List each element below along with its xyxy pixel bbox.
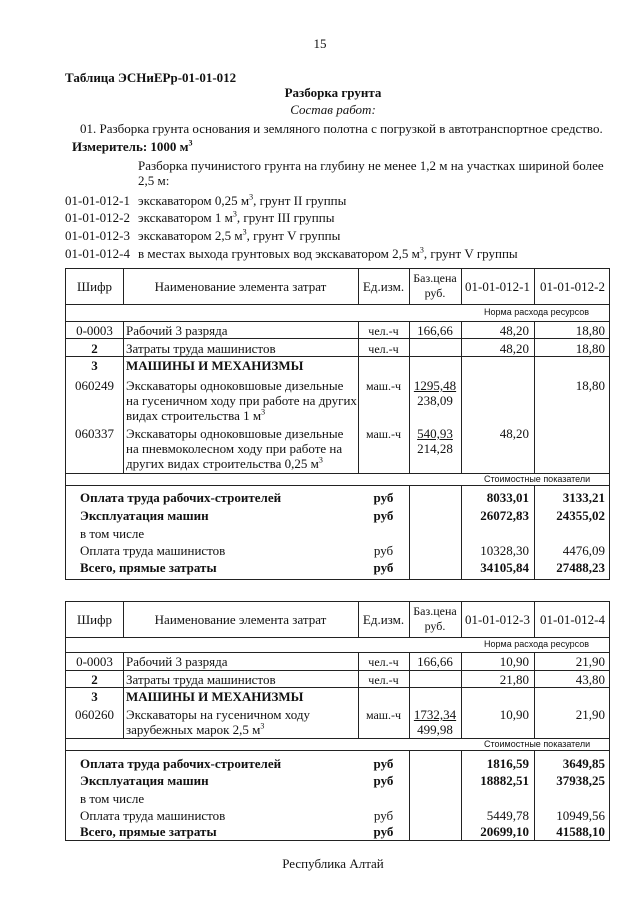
- header-name: Наименование элемента затрат: [154, 279, 327, 294]
- summary-unit: руб: [373, 560, 394, 575]
- summary-value-2: 41588,10: [556, 824, 605, 839]
- summary-name: Оплата труда машинистов: [80, 543, 226, 558]
- row-price: 166,66: [417, 323, 453, 338]
- intro-line-2: 2,5 м:: [138, 173, 170, 188]
- row-code: 3: [91, 358, 98, 373]
- row-unit: чел.-ч: [368, 655, 399, 669]
- summary-unit: руб: [373, 808, 394, 823]
- row-name: Экскаваторы одноковшовые дизельные: [126, 378, 344, 393]
- row-code: 060260: [75, 707, 114, 722]
- row-price: 540,93: [417, 426, 453, 441]
- summary-name: Оплата труда машинистов: [80, 808, 226, 823]
- header-shifr: Шифр: [77, 612, 112, 627]
- summary-name: Всего, прямые затраты: [80, 560, 217, 575]
- summary-value-1: 8033,01: [486, 490, 529, 505]
- summary-value-2: 27488,23: [556, 560, 605, 575]
- header-unit: Ед.изм.: [362, 612, 405, 627]
- row-unit: маш.-ч: [365, 379, 402, 393]
- row-unit: чел.-ч: [368, 324, 399, 338]
- header-price: Баз.цена: [413, 271, 457, 285]
- row-name: Затраты труда машинистов: [126, 672, 276, 687]
- code-item: 01-01-012-1 экскаватором 0,25 $м^3$, грунт II группы: [65, 192, 347, 208]
- row-value-2: 18,80: [575, 378, 605, 393]
- summary-unit: руб: [373, 508, 394, 523]
- summary-value-1: 20699,10: [480, 824, 529, 839]
- row-name: на пневмоколесном ходу при работе на: [126, 441, 343, 456]
- row-code: 2: [91, 672, 98, 687]
- header-unit: Ед.изм.: [362, 279, 405, 294]
- row-price-wage: 214,28: [417, 441, 453, 456]
- row-name: Рабочий 3 разряда: [126, 654, 228, 669]
- norma-label: Норма расхода ресурсов: [484, 639, 589, 649]
- row-name: зарубежных марок 2,5 $м^3$: [126, 721, 265, 737]
- summary-value-2: 3133,21: [562, 490, 605, 505]
- summary-value-1: 1816,59: [486, 756, 529, 771]
- page-number: 15: [313, 36, 327, 51]
- row-price-wage: 499,98: [417, 722, 453, 737]
- row-value-2: 18,80: [575, 323, 605, 338]
- row-value-1: 10,90: [499, 707, 529, 722]
- code-item: 01-01-012-4 в местах выхода грунтовых вод экскаватором 2,5 $м^3$, грунт V группы: [65, 245, 518, 261]
- code-item: 01-01-012-2 экскаватором 1 $м^3$, грунт III группы: [65, 209, 335, 225]
- header-price-unit: руб.: [424, 619, 446, 633]
- summary-unit: руб: [373, 543, 394, 558]
- row-value-2: 43,80: [575, 672, 605, 687]
- row-value-1: 48,20: [499, 323, 529, 338]
- summary-unit: руб: [373, 824, 394, 839]
- row-code: 3: [91, 689, 98, 704]
- row-unit: чел.-ч: [368, 673, 399, 687]
- row-value-2: 21,90: [575, 707, 605, 722]
- row-value-2: 18,80: [575, 341, 605, 356]
- header-col-2: 01-01-012-2: [540, 279, 605, 294]
- summary-value-1: 34105,84: [480, 560, 529, 575]
- resource-table-2: [65, 601, 610, 841]
- row-name: Экскаваторы на гусеничном ходу: [126, 707, 311, 722]
- section-title: МАШИНЫ И МЕХАНИЗМЫ: [126, 358, 304, 373]
- row-code: 060337: [75, 426, 114, 441]
- header-price: Баз.цена: [413, 604, 457, 618]
- footer: Республика Алтай: [282, 856, 384, 871]
- row-code: 2: [91, 341, 98, 356]
- row-code: 0-0003: [76, 654, 113, 669]
- row-price: 166,66: [417, 654, 453, 669]
- stoim-label: Стоимостные показатели: [484, 474, 591, 484]
- summary-name: Эксплуатация машин: [80, 773, 209, 788]
- row-name: Рабочий 3 разряда: [126, 323, 228, 338]
- summary-name: Всего, прямые затраты: [80, 824, 217, 839]
- header-shifr: Шифр: [77, 279, 112, 294]
- summary-name: в том числе: [80, 791, 145, 806]
- norma-label: Норма расхода ресурсов: [484, 307, 589, 317]
- code-item: 01-01-012-3 экскаватором 2,5 $м^3$, грунт V группы: [65, 227, 341, 243]
- subheading: Состав работ:: [290, 102, 376, 117]
- header-col-1: 01-01-012-1: [465, 279, 530, 294]
- summary-value-1: 26072,83: [480, 508, 529, 523]
- summary-value-2: 24355,02: [556, 508, 605, 523]
- row-value-1: 21,80: [499, 672, 529, 687]
- row-value-1: 48,20: [499, 426, 529, 441]
- summary-value-1: 18882,51: [480, 773, 529, 788]
- summary-value-1: 10328,30: [480, 543, 529, 558]
- work-item: 01. Разборка грунта основания и земляного полотна с погрузкой в автотранспортное средство.: [80, 121, 603, 136]
- row-name: Экскаваторы одноковшовые дизельные: [126, 426, 344, 441]
- row-name: других видах строительства 0,25 $м^3$: [126, 455, 323, 471]
- row-unit: маш.-ч: [365, 708, 402, 722]
- summary-value-2: 37938,25: [556, 773, 605, 788]
- row-unit: чел.-ч: [368, 342, 399, 356]
- intro-line-1: Разборка пучинистого грунта на глубину не менее 1,2 м на участках шириной более: [138, 158, 604, 173]
- heading: Разборка грунта: [284, 85, 382, 100]
- row-price: 1732,34: [413, 707, 457, 722]
- summary-name: в том числе: [80, 526, 145, 541]
- summary-value-2: 10949,56: [556, 808, 605, 823]
- summary-unit: руб: [373, 773, 394, 788]
- summary-name: Оплата труда рабочих-строителей: [80, 490, 282, 505]
- table-title: Таблица ЭСНиЕРр-01-01-012: [65, 70, 237, 85]
- header-col-1: 01-01-012-3: [465, 612, 530, 627]
- row-code: 0-0003: [76, 323, 113, 338]
- header-price-unit: руб.: [424, 286, 446, 300]
- resource-table-1: [65, 268, 610, 580]
- summary-name: Оплата труда рабочих-строителей: [80, 756, 282, 771]
- summary-unit: руб: [373, 490, 394, 505]
- row-name: Затраты труда машинистов: [126, 341, 276, 356]
- row-value-2: 21,90: [575, 654, 605, 669]
- summary-name: Эксплуатация машин: [80, 508, 209, 523]
- header-name: Наименование элемента затрат: [154, 612, 327, 627]
- row-unit: маш.-ч: [365, 427, 402, 441]
- header-col-2: 01-01-012-4: [540, 612, 605, 627]
- summary-value-1: 5449,78: [486, 808, 529, 823]
- summary-value-2: 3649,85: [562, 756, 605, 771]
- stoim-label: Стоимостные показатели: [484, 739, 591, 749]
- row-code: 060249: [75, 378, 114, 393]
- row-value-1: 10,90: [499, 654, 529, 669]
- row-price-wage: 238,09: [417, 393, 453, 408]
- measure: Измеритель: 1000 $м^3$: [72, 138, 193, 154]
- summary-value-2: 4476,09: [562, 543, 605, 558]
- row-value-1: 48,20: [499, 341, 529, 356]
- section-title: МАШИНЫ И МЕХАНИЗМЫ: [126, 689, 304, 704]
- row-price: 1295,48: [413, 378, 457, 393]
- row-name: на гусеничном ходу при работе на других: [126, 393, 357, 408]
- summary-unit: руб: [373, 756, 394, 771]
- row-name: видах строительства 1 $м^3$: [126, 407, 266, 423]
